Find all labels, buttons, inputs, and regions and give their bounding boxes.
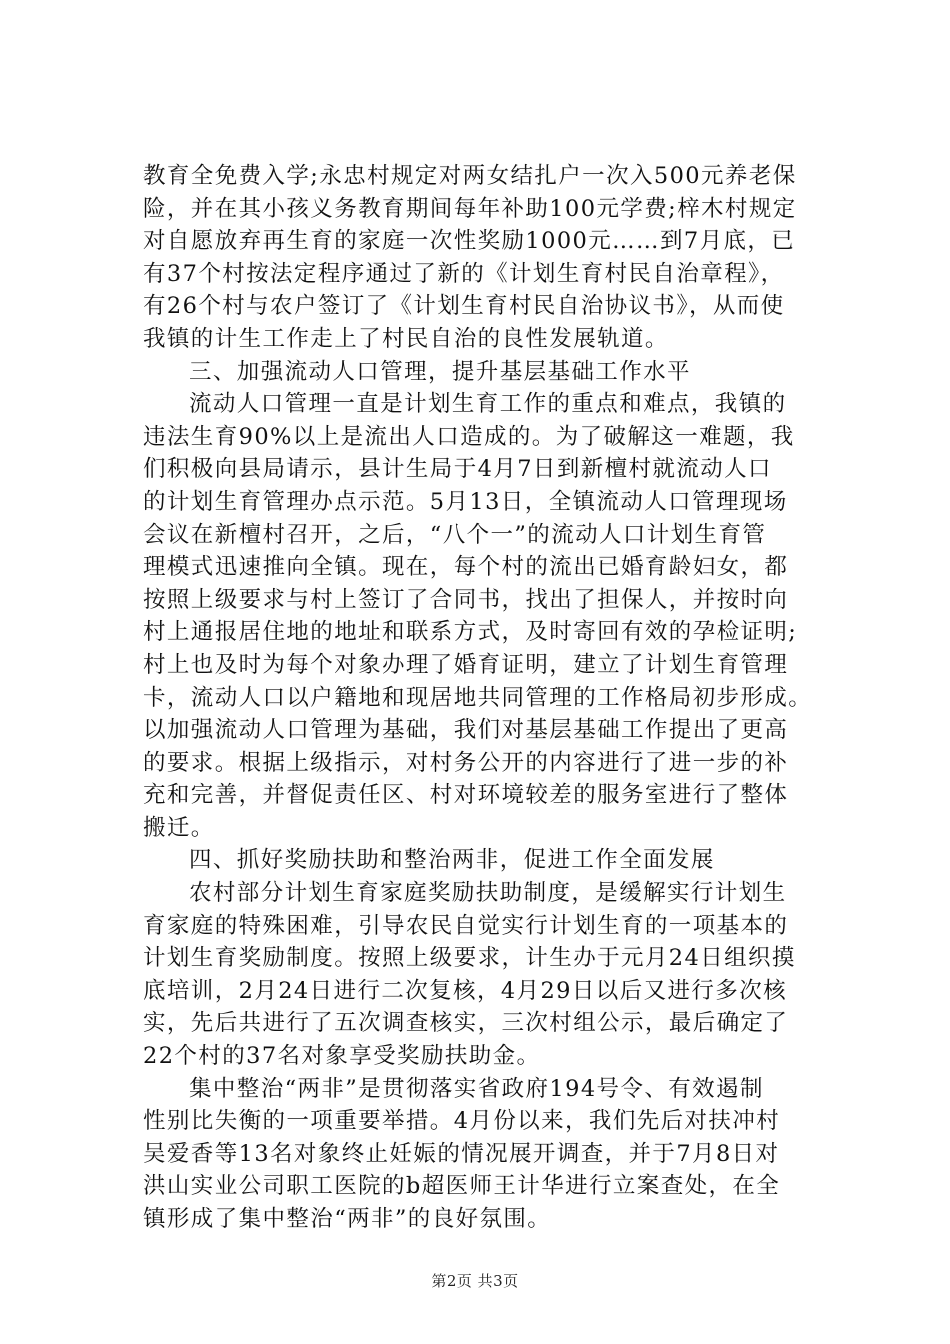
text-line: 搬迁。 <box>143 814 215 841</box>
document-body <box>143 160 843 1236</box>
text-line: 集中整治“两非”是贯彻落实省政府194号令、有效遏制 <box>189 1075 764 1102</box>
text-line: 性别比失衡的一项重要举措。4月份以来，我们先后对扶冲村 <box>143 1108 781 1135</box>
text-line: 有26个村与农户签订了《计划生育村民自治协议书》，从而使 <box>143 293 785 320</box>
text-line: 实，先后共进行了五次调查核实，三次村组公示，最后确定了 <box>143 1010 789 1037</box>
text-line: 有37个村按法定程序通过了新的《计划生育村民自治章程》， <box>143 260 785 287</box>
text-line: 卡，流动人口以户籍地和现居地共同管理的工作格局初步形成。 <box>143 684 813 711</box>
text-line: 会议在新檀村召开，之后，“八个一”的流动人口计划生育管 <box>143 521 767 548</box>
text-line: 洪山实业公司职工医院的b超医师王计华进行立案查处，在全 <box>143 1173 781 1200</box>
text-line: 育家庭的特殊困难，引导农民自觉实行计划生育的一项基本的 <box>143 912 789 939</box>
text-line: 违法生育90%以上是流出人口造成的。为了破解这一难题，我 <box>143 423 795 450</box>
text-line: 险，并在其小孩义务教育期间每年补助100元学费;梓木村规定 <box>143 195 797 222</box>
text-line: 对自愿放弃再生育的家庭一次性奖励1000元……到7月底，已 <box>143 228 796 255</box>
page-footer: 第2页 共3页 <box>431 1272 519 1290</box>
text-line: 按照上级要求与村上签订了合同书，找出了担保人，并按时向 <box>143 586 789 613</box>
text-line: 22个村的37名对象享受奖励扶助金。 <box>143 1043 541 1070</box>
text-line: 村上也及时为每个对象办理了婚育证明，建立了计划生育管理 <box>143 651 789 678</box>
text-line: 充和完善，并督促责任区、村对环境较差的服务室进行了整体 <box>143 782 789 809</box>
text-line: 理模式迅速推向全镇。现在，每个村的流出已婚育龄妇女，都 <box>143 554 789 581</box>
text-line: 三、加强流动人口管理，提升基层基础工作水平 <box>189 358 691 385</box>
text-line: 们积极向县局请示，县计生局于4月7日到新檀村就流动人口 <box>143 456 772 483</box>
text-line: 我镇的计生工作走上了村民自治的良性发展轨道。 <box>143 325 669 352</box>
text-line: 计划生育奖励制度。按照上级要求，计生办于元月24日组织摸 <box>143 945 796 972</box>
text-line: 的要求。根据上级指示，对村务公开的内容进行了进一步的补 <box>143 749 789 776</box>
text-line: 村上通报居住地的地址和联系方式，及时寄回有效的孕检证明; <box>143 619 798 646</box>
text-line: 教育全免费入学;永忠村规定对两女结扎户一次入500元养老保 <box>143 163 797 189</box>
text-line: 镇形成了集中整治“两非”的良好氛围。 <box>143 1206 552 1232</box>
text-line: 流动人口管理一直是计划生育工作的重点和难点，我镇的 <box>189 391 787 418</box>
text-line: 底培训，2月24日进行二次复核，4月29日以后又进行多次核 <box>143 977 787 1004</box>
text-line: 农村部分计划生育家庭奖励扶助制度，是缓解实行计划生 <box>189 880 787 907</box>
text-line: 以加强流动人口管理为基础，我们对基层基础工作提出了更高 <box>143 717 789 744</box>
text-line: 的计划生育管理办点示范。5月13日，全镇流动人口管理现场 <box>143 488 788 515</box>
text-line: 吴爱香等13名对象终止妊娠的情况展开调查，并于7月8日对 <box>143 1140 780 1167</box>
text-line: 四、抓好奖励扶助和整治两非，促进工作全面发展 <box>189 847 715 874</box>
